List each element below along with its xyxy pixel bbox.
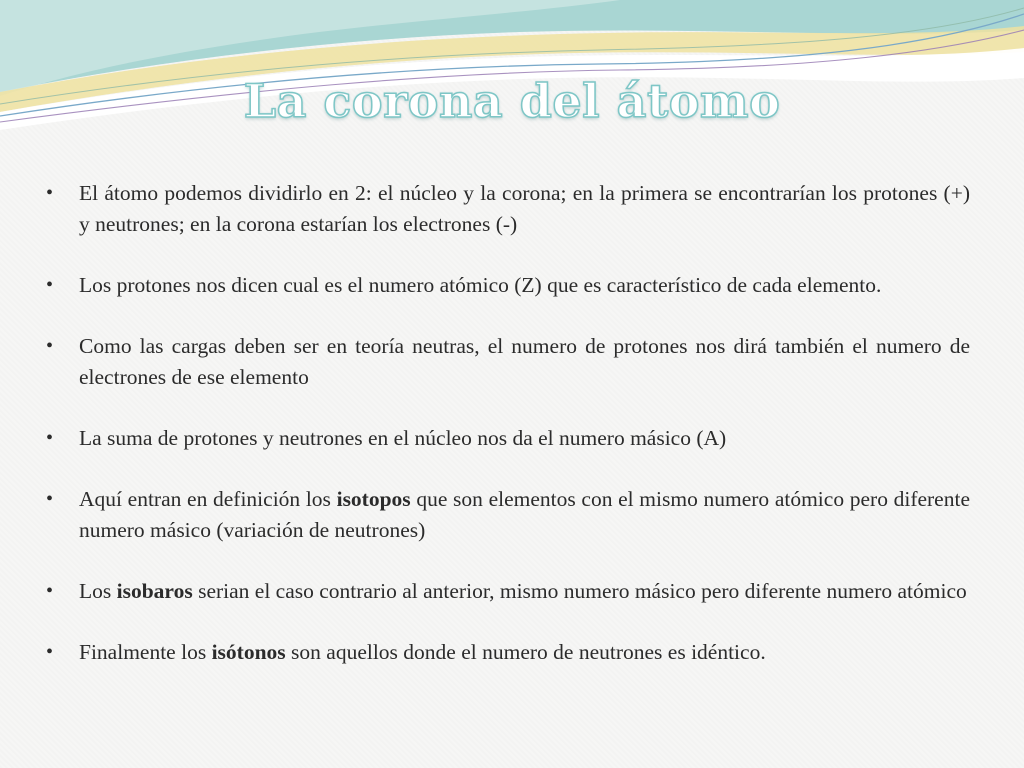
bullet-text: son aquellos donde el numero de neutrones es idéntico. xyxy=(285,640,766,664)
bullet-term: isotopos xyxy=(336,487,411,511)
bullet-dot: • xyxy=(46,580,54,602)
bullet-term: isobaros xyxy=(116,579,193,603)
bullet-dot: • xyxy=(46,641,54,663)
bullet-text: Los protones nos dicen cual es el numero atómico (Z) que es característico de cada elemento. xyxy=(79,273,882,297)
bullet-dot: • xyxy=(46,488,54,510)
bullet-text: que son elementos con el mismo numero atómico pero diferente numero másico (variación de neutrones) xyxy=(79,487,970,542)
bullet-item xyxy=(46,178,970,240)
bullet-text: Aquí entran en definición los xyxy=(79,487,337,511)
bullet-text: serian el caso contrario al anterior, mismo numero másico pero diferente numero atómico xyxy=(192,579,967,603)
bullet-item xyxy=(46,331,970,393)
bullet-dot: • xyxy=(46,427,54,449)
bullet-text: El átomo podemos dividirlo en 2: el núcleo y la corona; en la primera se encontrarían los protones (+) y neutrones; en la corona estarían los electrones (-) xyxy=(79,181,970,236)
bullet-term: isótonos xyxy=(211,640,286,664)
bullet-item xyxy=(46,270,970,301)
bullet-text: Los xyxy=(79,579,117,603)
bullet-item xyxy=(46,637,970,668)
bullet-text: Finalmente los xyxy=(79,640,212,664)
bullet-item xyxy=(46,484,970,546)
bullet-dot: • xyxy=(46,335,54,357)
bullet-dot: • xyxy=(46,274,54,296)
bullet-list xyxy=(46,178,970,698)
bullet-text: Como las cargas deben ser en teoría neutras, el numero de protones nos dirá también el numero de electrones de ese elemento xyxy=(79,334,970,389)
bullet-text: La suma de protones y neutrones en el núcleo nos da el numero másico (A) xyxy=(79,426,727,450)
bullet-dot: • xyxy=(46,182,54,204)
bullet-item xyxy=(46,576,970,607)
bullet-item xyxy=(46,423,970,454)
slide-title: La corona del átomo xyxy=(243,74,781,128)
